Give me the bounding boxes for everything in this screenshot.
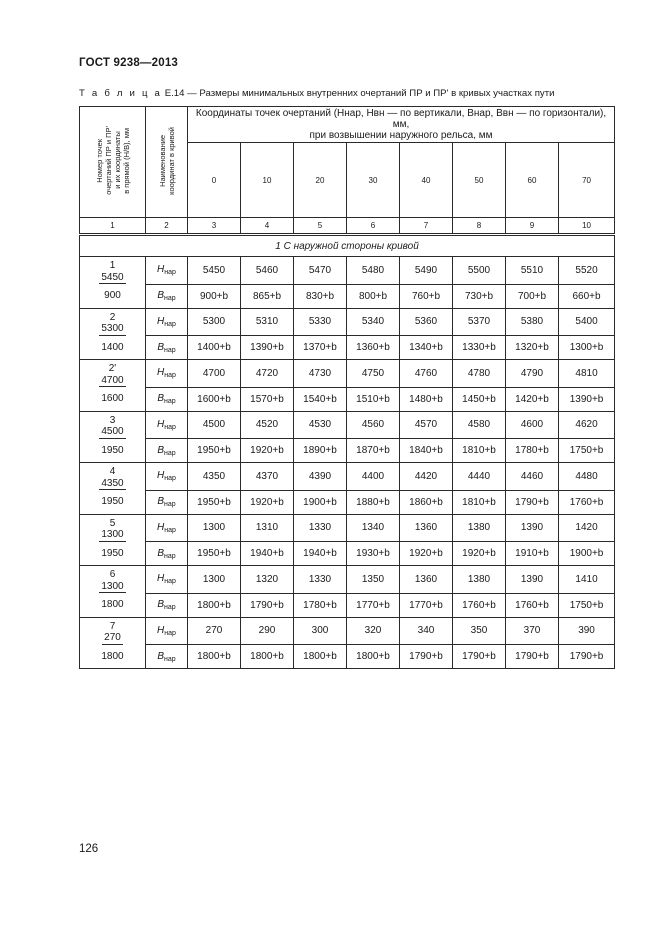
point-cell-denominator [80, 490, 146, 514]
coordinate-name-b [146, 542, 188, 566]
b-value-cell: 1940+b [294, 542, 347, 566]
b-value-cell: 1760+b [506, 593, 559, 617]
coordinate-subscript: нар [164, 398, 176, 405]
h-value-cell: 5450 [188, 257, 241, 285]
b-value-cell: 1790+b [506, 645, 559, 669]
h-value-cell: 4400 [347, 463, 400, 491]
coordinate-subscript: нар [164, 629, 176, 637]
point-number: 6 [109, 569, 116, 580]
coordinate-name-b [146, 645, 188, 669]
straight-coordinates-fraction [102, 632, 123, 645]
straight-b-value: 1400 [101, 341, 124, 353]
straight-h-value: 1300 [101, 529, 124, 540]
h-value-cell: 1360 [400, 566, 453, 594]
straight-h-value: 5300 [101, 323, 124, 334]
h-value-cell: 4560 [347, 411, 400, 439]
h-value-cell: 1310 [241, 514, 294, 542]
b-value-cell: 1510+b [347, 387, 400, 411]
h-value-cell: 5500 [453, 257, 506, 285]
b-value-cell: 1930+b [347, 542, 400, 566]
point-cell [80, 566, 146, 594]
b-value-cell: 1370+b [294, 336, 347, 360]
h-value-cell: 4750 [347, 360, 400, 388]
point-cell [80, 360, 146, 388]
h-value-cell: 1380 [453, 566, 506, 594]
coordinate-name-h [146, 411, 188, 439]
b-value-cell: 1860+b [400, 490, 453, 514]
coordinate-name-b [146, 284, 188, 308]
h-value-cell: 5330 [294, 308, 347, 336]
h-value-cell: 1300 [188, 566, 241, 594]
elevation-header-cell: 50 [453, 143, 506, 218]
elevation-header-cell: 60 [506, 143, 559, 218]
coordinate-subscript: нар [164, 552, 176, 560]
point-cell [80, 257, 146, 285]
b-value-cell: 865+b [241, 284, 294, 308]
table-row [80, 542, 615, 566]
b-value-cell: 800+b [347, 284, 400, 308]
b-value-cell: 660+b [559, 284, 615, 308]
table-row [80, 566, 615, 594]
column-number-cell: 8 [453, 218, 506, 235]
coordinate-letter: B [157, 290, 164, 301]
h-value-cell: 4810 [559, 360, 615, 388]
coordinate-letter: H [157, 264, 165, 276]
b-value-cell: 1770+b [347, 593, 400, 617]
point-cell [80, 463, 146, 491]
coordinate-subscript: нар [164, 578, 176, 586]
coordinate-subscript: нар [164, 475, 176, 483]
page-number: 126 [79, 843, 99, 855]
elevation-header-cell: 70 [559, 143, 615, 218]
h-value-cell: 4480 [559, 463, 615, 491]
b-value-cell: 1920+b [241, 439, 294, 463]
b-value-cell: 1360+b [347, 336, 400, 360]
point-cell-denominator [80, 439, 146, 463]
coordinate-subscript: нар [164, 423, 176, 431]
b-value-cell: 1320+b [506, 336, 559, 360]
coordinate-letter: H [157, 624, 165, 636]
h-value-cell: 1390 [506, 514, 559, 542]
point-cell-denominator [80, 387, 146, 411]
coordinate-letter: B [157, 599, 164, 610]
b-value-cell: 1790+b [453, 645, 506, 669]
b-value-cell: 1780+b [506, 439, 559, 463]
b-value-cell: 1800+b [241, 645, 294, 669]
table-row [80, 360, 615, 388]
h-value-cell: 5520 [559, 257, 615, 285]
point-number: 1 [109, 260, 116, 271]
coordinate-letter: B [157, 650, 164, 662]
h-value-cell: 4420 [400, 463, 453, 491]
straight-coordinates-fraction [99, 581, 125, 594]
point-number: 4 [109, 466, 116, 477]
b-value-cell: 1950+b [188, 490, 241, 514]
h-value-cell: 1390 [506, 566, 559, 594]
h-value-cell: 350 [453, 617, 506, 645]
column-number-cell: 7 [400, 218, 453, 235]
b-value-cell: 700+b [506, 284, 559, 308]
coordinate-letter: H [157, 573, 165, 585]
col2-header-text: Наименование координат в кривой [157, 126, 176, 195]
b-value-cell: 760+b [400, 284, 453, 308]
coordinate-name-b [146, 490, 188, 514]
h-value-cell: 4500 [188, 411, 241, 439]
h-value-cell: 4720 [241, 360, 294, 388]
b-value-cell: 1600+b [188, 387, 241, 411]
table-row [80, 257, 615, 285]
b-value-cell: 1800+b [188, 645, 241, 669]
h-value-cell: 270 [188, 617, 241, 645]
straight-coordinates-fraction [99, 426, 125, 439]
h-value-cell: 4700 [188, 360, 241, 388]
straight-b-value: 1800 [101, 650, 124, 662]
straight-h-value: 270 [104, 632, 121, 643]
b-value-cell: 1790+b [559, 645, 615, 669]
h-value-cell: 4350 [188, 463, 241, 491]
column-number-cell: 6 [347, 218, 400, 235]
coordinate-letter: H [157, 521, 165, 533]
outline-dimensions-table [79, 106, 615, 669]
coordinate-name-h [146, 257, 188, 285]
b-value-cell: 1450+b [453, 387, 506, 411]
coordinate-subscript: нар [164, 320, 176, 328]
coordinate-name-b [146, 439, 188, 463]
b-value-cell: 1940+b [241, 542, 294, 566]
column-number-cell: 5 [294, 218, 347, 235]
coordinate-letter: B [157, 496, 164, 507]
h-value-cell: 4790 [506, 360, 559, 388]
coordinate-name-h [146, 360, 188, 388]
h-value-cell: 390 [559, 617, 615, 645]
coordinate-subscript: нар [164, 372, 176, 380]
h-value-cell: 4460 [506, 463, 559, 491]
b-value-cell: 1750+b [559, 439, 615, 463]
coordinates-span-header: Координаты точек очертаний (Hнар, Hвн — по вертикали, Bнар, Bвн — по горизонтали), мм, при возвышении наружного рельса, мм [188, 107, 615, 143]
b-value-cell: 1790+b [506, 490, 559, 514]
elevation-header-cell: 30 [347, 143, 400, 218]
h-value-cell: 4780 [453, 360, 506, 388]
b-value-cell: 1950+b [188, 439, 241, 463]
b-value-cell: 1870+b [347, 439, 400, 463]
b-value-cell: 1910+b [506, 542, 559, 566]
h-value-cell: 1330 [294, 514, 347, 542]
b-value-cell: 1790+b [400, 645, 453, 669]
table-row [80, 617, 615, 645]
table-caption-label: Т а б л и ц а [79, 88, 163, 99]
b-value-cell: 1810+b [453, 490, 506, 514]
h-value-cell: 5380 [506, 308, 559, 336]
b-value-cell: 1880+b [347, 490, 400, 514]
b-value-cell: 1890+b [294, 439, 347, 463]
point-cell-denominator [80, 336, 146, 360]
standard-designation: ГОСТ 9238—2013 [79, 57, 179, 69]
point-number: 5 [109, 517, 116, 529]
straight-b-value: 900 [104, 290, 121, 301]
coordinate-name-h [146, 463, 188, 491]
coordinate-subscript: нар [164, 604, 176, 611]
coordinate-name-h [146, 566, 188, 594]
elevation-header-cell: 40 [400, 143, 453, 218]
coordinate-name-b [146, 387, 188, 411]
h-value-cell: 1420 [559, 514, 615, 542]
coordinate-name-h [146, 617, 188, 645]
table-row [80, 645, 615, 669]
h-value-cell: 290 [241, 617, 294, 645]
elevation-header-cell: 20 [294, 143, 347, 218]
h-value-cell: 1300 [188, 514, 241, 542]
table-caption [79, 88, 554, 99]
b-value-cell: 1920+b [453, 542, 506, 566]
h-value-cell: 5340 [347, 308, 400, 336]
h-value-cell: 1380 [453, 514, 506, 542]
h-value-cell: 1350 [347, 566, 400, 594]
b-value-cell: 1800+b [347, 645, 400, 669]
table-row [80, 514, 615, 542]
col2-header [146, 107, 188, 218]
h-value-cell: 4620 [559, 411, 615, 439]
coordinate-name-h [146, 308, 188, 336]
coordinate-letter: H [157, 470, 165, 482]
h-value-cell: 320 [347, 617, 400, 645]
b-value-cell: 1760+b [559, 490, 615, 514]
b-value-cell: 1400+b [188, 336, 241, 360]
section-title: 1 С наружной стороны кривой [80, 235, 615, 257]
table-row [80, 411, 615, 439]
h-value-cell: 5300 [188, 308, 241, 336]
straight-h-value: 4500 [101, 426, 124, 437]
straight-h-value: 4700 [101, 374, 124, 386]
h-value-cell: 4730 [294, 360, 347, 388]
col1-header-text: Номер точек очертаний ПР и ПР' и их координаты в прямой (H/B), мм [94, 126, 131, 195]
column-number-cell: 4 [241, 218, 294, 235]
elevation-header-cell: 10 [241, 143, 294, 218]
h-value-cell: 5360 [400, 308, 453, 336]
h-value-cell: 4440 [453, 463, 506, 491]
straight-h-value: 5450 [101, 271, 124, 283]
coordinate-subscript: нар [164, 295, 176, 302]
point-cell-denominator [80, 593, 146, 617]
b-value-cell: 1810+b [453, 439, 506, 463]
straight-b-value: 1800 [101, 599, 124, 610]
straight-b-value: 1950 [101, 444, 124, 456]
h-value-cell: 4570 [400, 411, 453, 439]
column-number-cell: 9 [506, 218, 559, 235]
b-value-cell: 1330+b [453, 336, 506, 360]
straight-coordinates-fraction [99, 272, 125, 285]
h-value-cell: 4600 [506, 411, 559, 439]
b-value-cell: 1950+b [188, 542, 241, 566]
table-row [80, 308, 615, 336]
point-number: 3 [109, 414, 116, 426]
point-cell-denominator [80, 284, 146, 308]
h-value-cell: 4580 [453, 411, 506, 439]
b-value-cell: 1920+b [241, 490, 294, 514]
straight-coordinates-fraction [99, 323, 125, 336]
b-value-cell: 1780+b [294, 593, 347, 617]
b-value-cell: 1840+b [400, 439, 453, 463]
straight-h-value: 1300 [101, 580, 124, 592]
b-value-cell: 1920+b [400, 542, 453, 566]
b-value-cell: 730+b [453, 284, 506, 308]
point-cell [80, 308, 146, 336]
h-value-cell: 4530 [294, 411, 347, 439]
coordinate-subscript: нар [164, 449, 176, 457]
table-caption-text: Е.14 — Размеры минимальных внутренних очертаний ПР и ПР' в кривых участках пути [162, 88, 555, 99]
h-value-cell: 5490 [400, 257, 453, 285]
b-value-cell: 1750+b [559, 593, 615, 617]
point-cell [80, 617, 146, 645]
point-cell [80, 411, 146, 439]
h-value-cell: 4370 [241, 463, 294, 491]
column-number-cell: 1 [80, 218, 146, 235]
point-number: 7 [109, 620, 116, 632]
h-value-cell: 370 [506, 617, 559, 645]
h-value-cell: 1330 [294, 566, 347, 594]
b-value-cell: 1390+b [559, 387, 615, 411]
table-row [80, 439, 615, 463]
coordinate-letter: H [157, 418, 165, 430]
coordinate-subscript: нар [164, 501, 176, 508]
point-number: 2' [108, 363, 117, 374]
h-value-cell: 1360 [400, 514, 453, 542]
point-cell-denominator [80, 542, 146, 566]
point-cell [80, 514, 146, 542]
h-value-cell: 5480 [347, 257, 400, 285]
b-value-cell: 830+b [294, 284, 347, 308]
h-value-cell: 1320 [241, 566, 294, 594]
b-value-cell: 1540+b [294, 387, 347, 411]
coordinate-name-h [146, 514, 188, 542]
h-value-cell: 5310 [241, 308, 294, 336]
b-value-cell: 1770+b [400, 593, 453, 617]
straight-b-value: 1950 [101, 547, 124, 559]
coordinate-letter: H [157, 315, 165, 327]
straight-b-value: 1600 [101, 393, 124, 404]
b-value-cell: 1900+b [294, 490, 347, 514]
coordinate-name-b [146, 336, 188, 360]
h-value-cell: 4390 [294, 463, 347, 491]
b-value-cell: 1760+b [453, 593, 506, 617]
column-number-cell: 2 [146, 218, 188, 235]
straight-b-value: 1950 [101, 496, 124, 507]
b-value-cell: 900+b [188, 284, 241, 308]
h-value-cell: 5470 [294, 257, 347, 285]
column-number-cell: 10 [559, 218, 615, 235]
elevation-header-cell: 0 [188, 143, 241, 218]
col1-header [80, 107, 146, 218]
straight-coordinates-fraction [99, 478, 125, 491]
coordinate-name-b [146, 593, 188, 617]
h-value-cell: 4760 [400, 360, 453, 388]
b-value-cell: 1420+b [506, 387, 559, 411]
coordinate-subscript: нар [164, 655, 176, 663]
b-value-cell: 1480+b [400, 387, 453, 411]
table-row [80, 284, 615, 308]
table-row [80, 593, 615, 617]
b-value-cell: 1390+b [241, 336, 294, 360]
coordinate-letter: B [157, 393, 164, 404]
straight-coordinates-fraction [99, 375, 125, 388]
table-row [80, 463, 615, 491]
column-number-cell: 3 [188, 218, 241, 235]
coordinate-letter: B [157, 444, 164, 456]
h-value-cell: 5370 [453, 308, 506, 336]
h-value-cell: 5460 [241, 257, 294, 285]
coordinate-letter: H [157, 367, 165, 379]
h-value-cell: 4520 [241, 411, 294, 439]
b-value-cell: 1800+b [188, 593, 241, 617]
table-row [80, 387, 615, 411]
straight-coordinates-fraction [99, 529, 125, 542]
h-value-cell: 1410 [559, 566, 615, 594]
coordinate-subscript: нар [164, 269, 176, 277]
b-value-cell: 1800+b [294, 645, 347, 669]
h-value-cell: 340 [400, 617, 453, 645]
coordinate-letter: B [157, 547, 164, 559]
table-row [80, 336, 615, 360]
h-value-cell: 1340 [347, 514, 400, 542]
b-value-cell: 1900+b [559, 542, 615, 566]
point-cell-denominator [80, 645, 146, 669]
coordinate-subscript: нар [164, 526, 176, 534]
h-value-cell: 300 [294, 617, 347, 645]
b-value-cell: 1340+b [400, 336, 453, 360]
point-number: 2 [109, 311, 116, 323]
table-row [80, 490, 615, 514]
b-value-cell: 1790+b [241, 593, 294, 617]
h-value-cell: 5400 [559, 308, 615, 336]
h-value-cell: 5510 [506, 257, 559, 285]
b-value-cell: 1570+b [241, 387, 294, 411]
straight-h-value: 4350 [101, 477, 124, 489]
b-value-cell: 1300+b [559, 336, 615, 360]
coordinate-letter: B [157, 341, 164, 353]
coordinate-subscript: нар [164, 346, 176, 354]
